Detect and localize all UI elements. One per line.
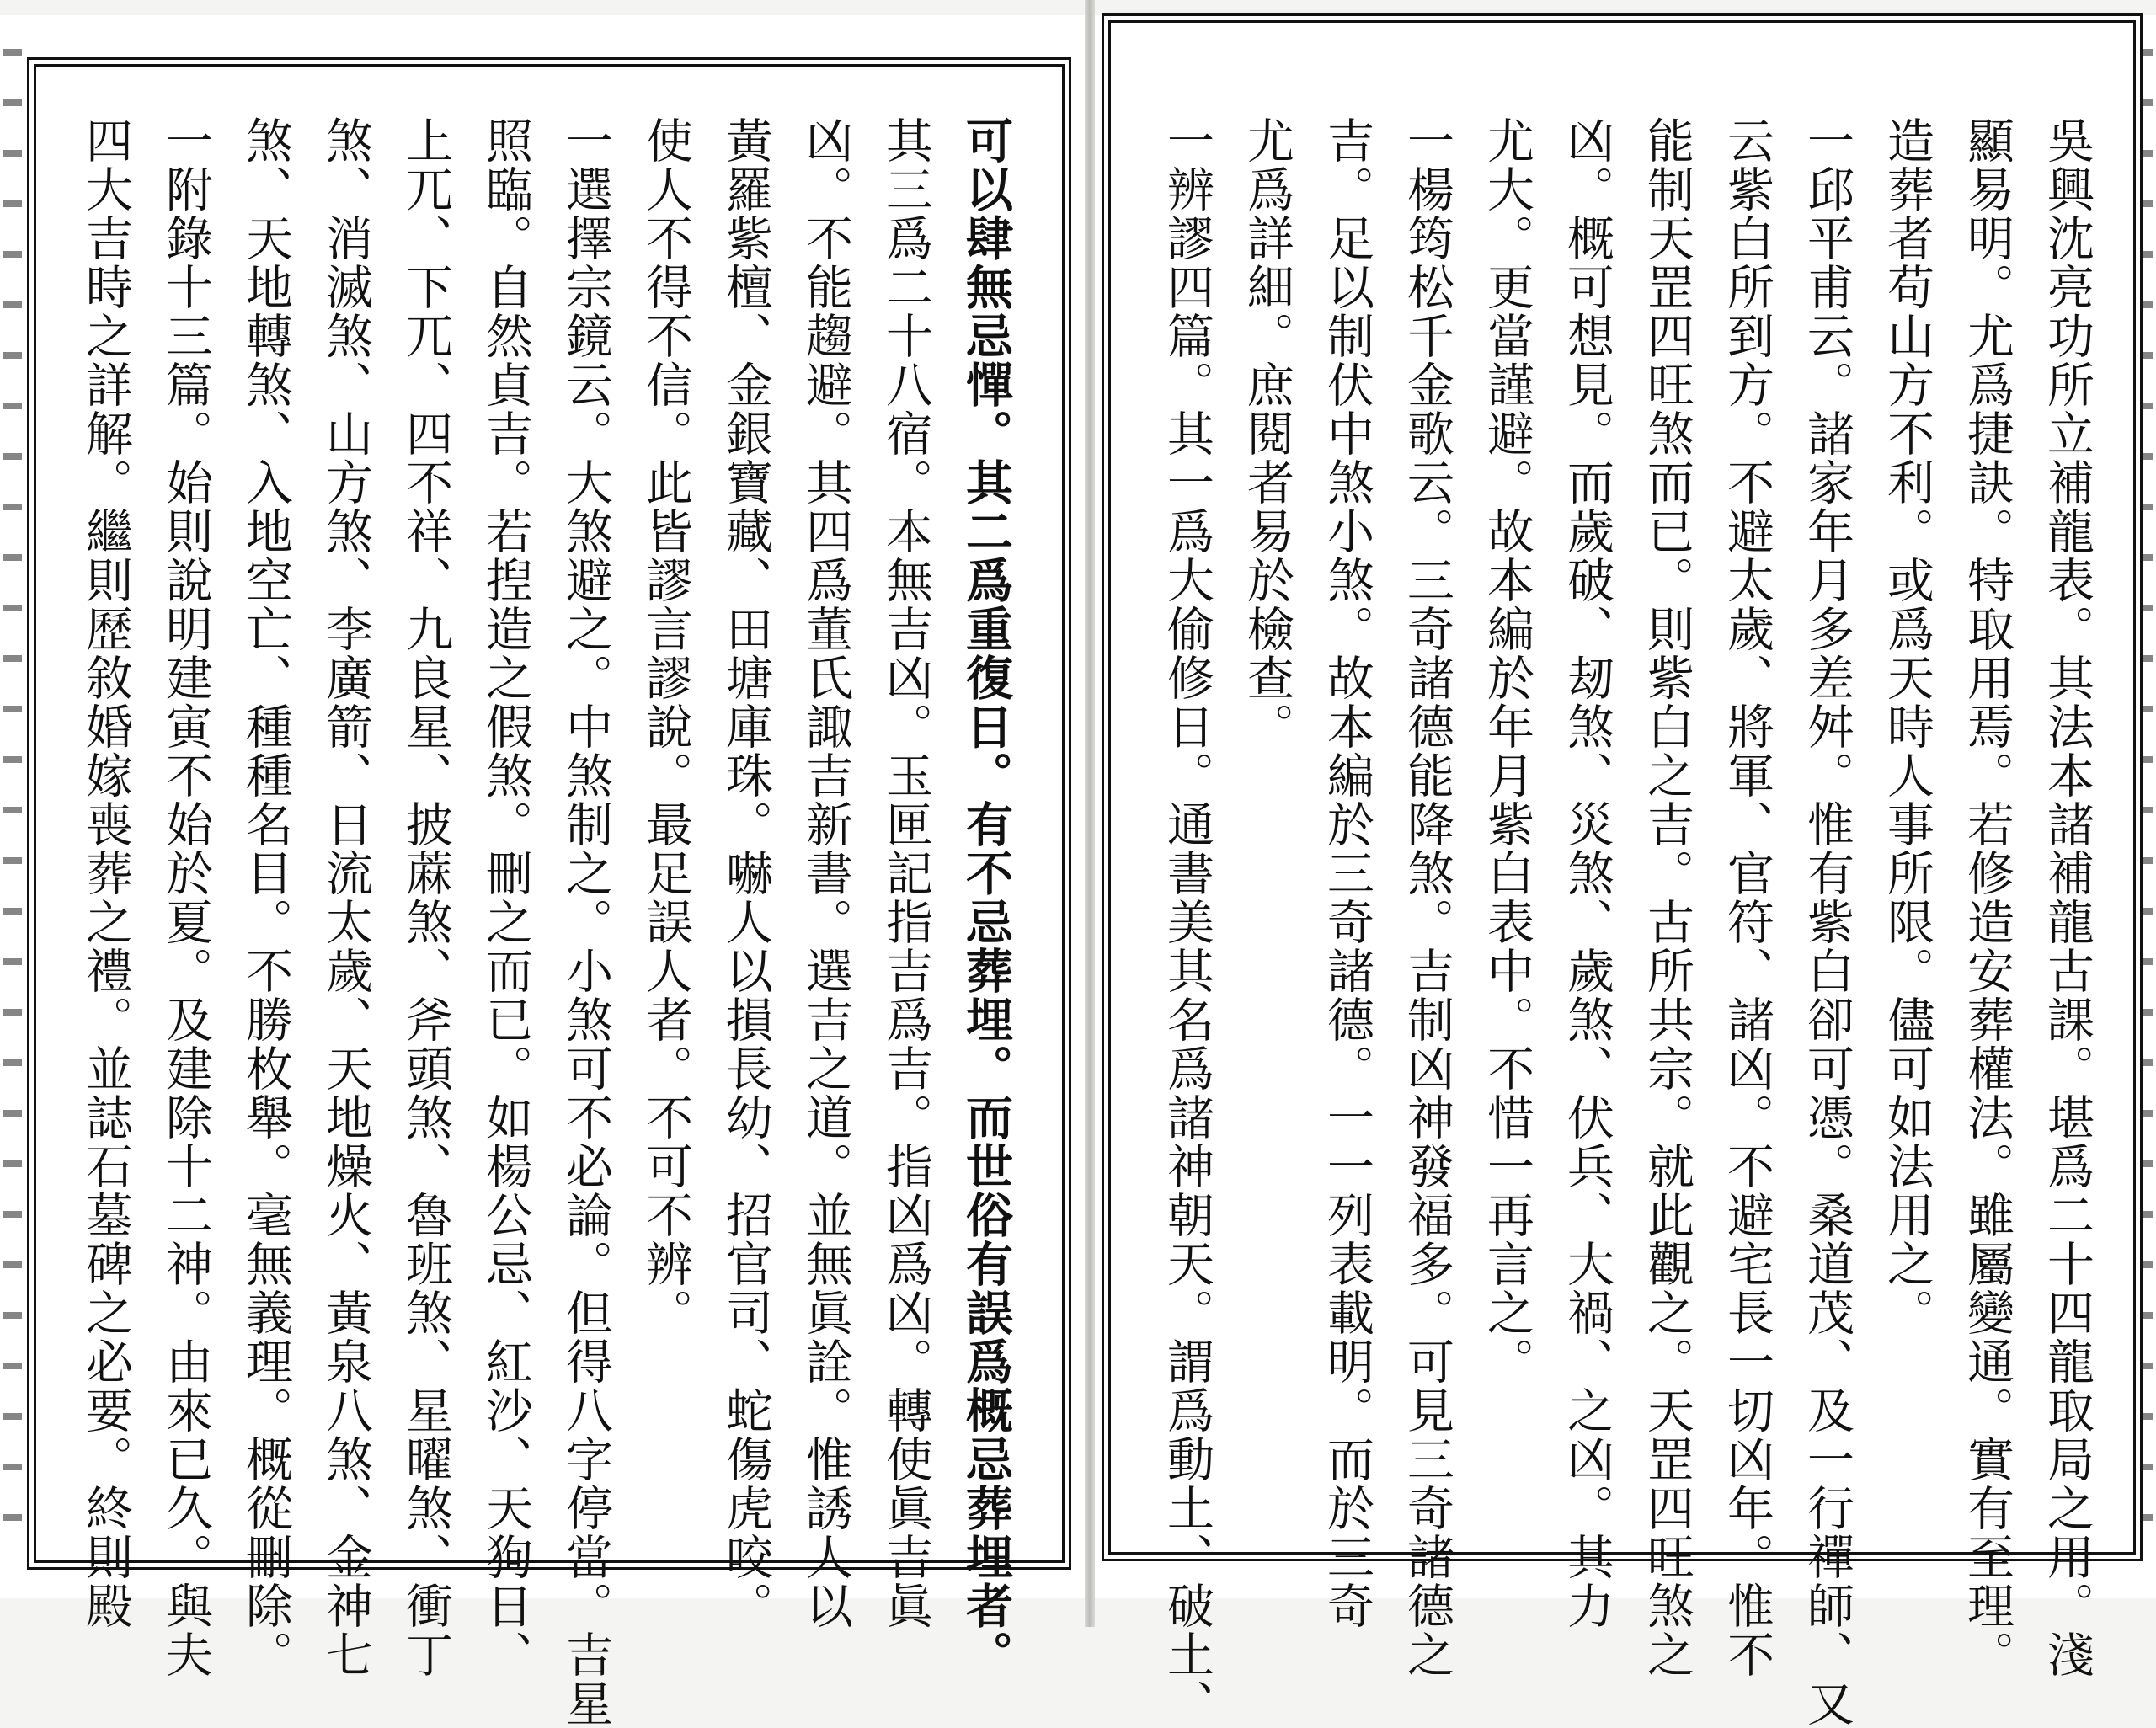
text-column: 黃羅紫檀、金銀寶藏、田塘庫珠。嚇人以損長幼、招官司、蛇傷虎咬。 — [718, 116, 773, 1630]
left-margin-edge — [3, 49, 22, 1565]
text-column: 云紫白所到方。不避太歲、將軍、官符、諸凶。不避宅長一切凶年。惟不 — [1720, 116, 1774, 1679]
text-column: 煞、消滅煞、山方煞、李廣箭、日流太歲、天地燥火、黃泉八煞、金神七 — [318, 116, 373, 1679]
right-margin-edge — [2134, 49, 2153, 1565]
text-column: 尤爲詳細。庶閱者易於檢查。 — [1240, 116, 1294, 751]
text-column: 一邱平甫云。諸家年月多差舛。惟有紫白卻可憑。桑道茂、及一行禪師、又 — [1800, 116, 1854, 1728]
text-column: 一楊筠松千金歌云。三奇諸德能降煞。吉制凶神發福多。可見三奇諸德之 — [1400, 116, 1454, 1679]
text-column: 顯易明。尤爲捷訣。特取用焉。若修造安葬權法。雖屬變通。實有至理。 — [1960, 116, 2015, 1679]
text-column: 照臨。自然貞吉。若揑造之假煞。刪之而已。如楊公忌、紅沙、天狗日、 — [478, 116, 533, 1679]
text-column: 使人不得不信。此皆謬言謬說。最足誤人者。不可不辨。 — [638, 116, 693, 1337]
text-column: 上兀、下兀、四不祥、九良星、披蔴煞、斧頭煞、魯班煞、星曜煞、衝丁 — [398, 116, 453, 1679]
text-column: 一辨謬四篇。其一爲大偷修日。通書美其名爲諸神朝天。謂爲動土、破土、 — [1160, 116, 1214, 1728]
text-column: 一附錄十三篇。始則說明建寅不始於夏。及建除十二神。由來已久。與夫 — [158, 116, 213, 1679]
book-gutter — [1085, 0, 1095, 1627]
text-column: 凶。不能趨避。其四爲董氏諏吉新書。選吉之道。並無眞詮。惟誘人以 — [798, 116, 853, 1630]
text-column: 煞、天地轉煞、入地空亡、種種名目。不勝枚舉。毫無義理。概從刪除。 — [238, 116, 293, 1679]
text-column: 尤大。更當謹避。故本編於年月紫白表中。不惜一再言之。 — [1480, 116, 1534, 1386]
right-page-text — [1147, 116, 2107, 1728]
text-column: 吉。足以制伏中煞小煞。故本編於三奇諸德。一一列表載明。而於三奇 — [1320, 116, 1374, 1630]
left-page-text — [66, 116, 1026, 1728]
text-column: 四大吉時之詳解。繼則歷敘婚嫁喪葬之禮。並誌石墓碑之必要。終則殿 — [78, 116, 133, 1630]
text-column: 凶。概可想見。而歲破、刼煞、災煞、歲煞、伏兵、大禍、之凶。其力 — [1560, 116, 1614, 1630]
right-page — [1095, 15, 2156, 1728]
text-column: 一選擇宗鏡云。大煞避之。中煞制之。小煞可不必論。但得八字停當。吉星 — [558, 116, 613, 1728]
text-column: 吳興沈亮功所立補龍表。其法本諸補龍古課。堪爲二十四龍取局之用。淺 — [2040, 116, 2095, 1679]
text-column: 可以肆無忌憚。其二爲重復日。有不忌葬埋。而世俗有誤爲概忌葬埋者。 — [958, 116, 1014, 1679]
text-column: 造葬者苟山方不利。或爲天時人事所限。儘可如法用之。 — [1880, 116, 1935, 1337]
text-column: 能制天罡四旺煞而已。則紫白之吉。古所共宗。就此觀之。天罡四旺煞之 — [1640, 116, 1694, 1679]
text-column: 其三爲二十八宿。本無吉凶。玉匣記指吉爲吉。指凶爲凶。轉使眞吉眞 — [878, 116, 933, 1630]
left-page — [0, 15, 1085, 1728]
